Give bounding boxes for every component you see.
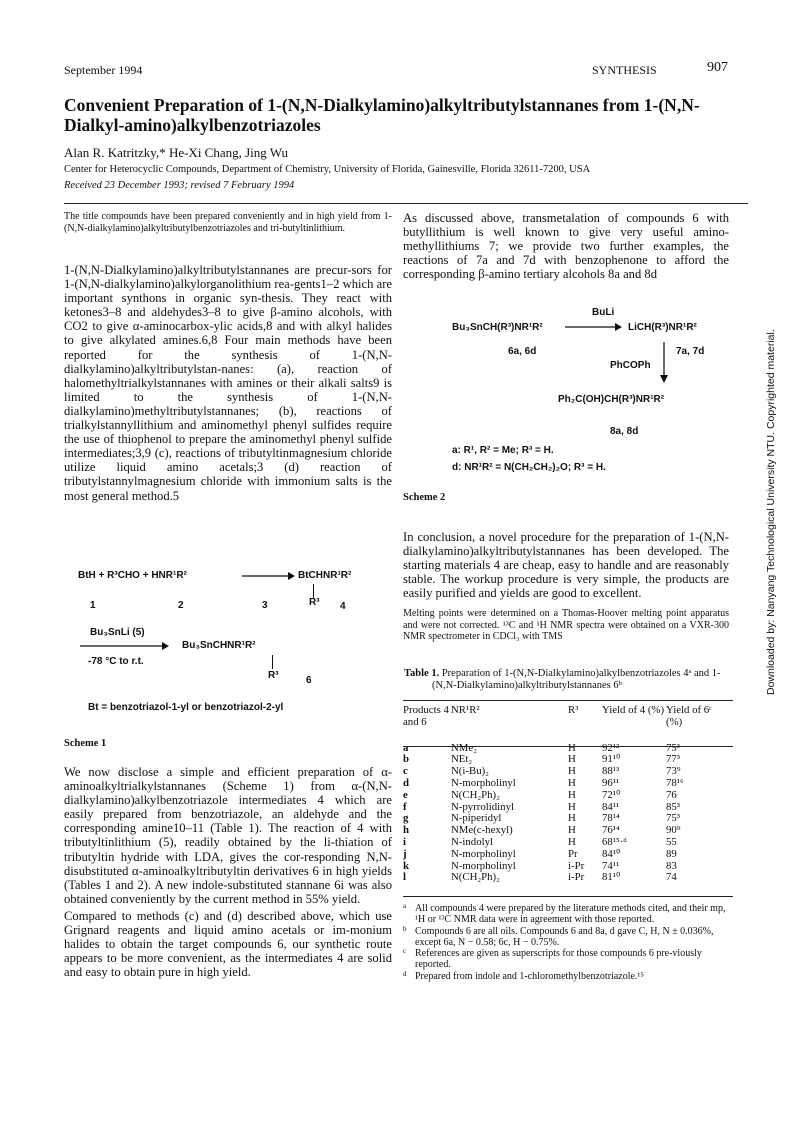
table-cell: 76 [666,788,677,801]
reaction-arrow [563,321,623,333]
scheme2-num-start: 6a, 6d [508,346,537,357]
column-header: Yield of 4 (%) [602,704,665,716]
table-cell: NMe(c-hexyl) [451,824,513,837]
scheme1-reagent: Bu₃SnLi (5) [90,627,145,638]
table-cell: N(CH₂Ph)₂ [451,871,500,884]
bond-line [272,655,273,669]
bond-line [313,584,314,598]
table-cell: l [403,871,406,884]
table-row [403,790,726,802]
table-cell: 88¹³ [602,765,620,778]
table-cell: h [403,824,410,837]
table-cell: 75³ [666,812,681,825]
scheme2-definition-a: a: R¹, R² = Me; R³ = H. [452,445,554,456]
intro-text [64,263,392,503]
conclusion: In conclusion, a novel procedure for the preparation of 1-(N,N-dialkylamino)alkyltributylstannanes has been developed. The starting materials 4 are cheap, easy to handle and are reasonably stable. The workup procedure is very simple, the products are easily purified and yields are good to excellent. [403,530,729,601]
paragraph: Compared to methods (c) and (d) described above, which use Grignard reagents and liquid amino acetals or im-monium halides to obtain the target compounds 6, our synthetic route appears to be more convenient, as the intermediates 4 are solid and easy to obtain pure in high yield. [64,908,392,980]
scheme2-num-product: 8a, 8d [610,426,639,437]
reaction-arrow [240,570,296,582]
table1-grid [403,705,726,884]
table-cell: N-morpholinyl [451,847,516,860]
scheme1-label: Scheme 1 [64,738,107,749]
table1 [403,705,726,884]
table-cell: i-Pr [568,859,585,872]
table-cell: 74 [666,871,677,884]
table-row [403,849,726,861]
scheme1-bt-definition: Bt = benzotriazol-1-yl or benzotriazol-2-yl [88,702,284,713]
scheme2-label: Scheme 2 [403,492,446,503]
table-cell: 91¹⁰ [602,753,621,766]
table-cell: k [403,859,410,872]
download-watermark: Downloaded by: Nanyang Technological University NTU. Copyrighted material. [765,329,777,695]
table-row [403,837,726,849]
table-cell: 78¹⁶ [666,776,684,789]
table1-caption-text: Preparation of 1-(N,N-Dialkylamino)alkylbenzotriazoles 4ᵃ and 1-(N,N-Dialkylamino)alkyltributylstannanes 6ᵇ [432,668,721,691]
table-cell: 96¹¹ [602,776,620,789]
footnote [403,903,733,926]
table-cell: j [403,847,407,860]
authors: Alan R. Katritzky,* He-Xi Chang, Jing Wu [64,145,289,160]
scheme2-num-lithio: 7a, 7d [676,346,705,357]
table-cell: 73⁹ [666,765,681,778]
column-header: R³ [568,704,579,716]
reaction-arrow [78,640,170,652]
affiliation: Center for Heterocyclic Compounds, Department of Chemistry, University of Florida, Gainesville, Florida 32611-7200, USA [64,164,591,175]
table-cell: H [568,812,576,825]
experimental-note: Melting points were determined on a Thomas-Hoover melting point apparatus and were not corrected. ¹³C and ¹H NMR spectra were obtained on a VXR-300 NMR spectrometer in CDCl₃ with TMS [403,608,729,642]
scheme1-product-6: Bu₃SnCHNR¹R² [182,640,256,651]
footnote-mark: c [403,947,407,956]
table-cell: 83 [666,859,677,872]
table-cell: 76¹⁴ [602,824,620,837]
compound-number-3: 3 [262,600,268,611]
footnote-mark: a [403,902,407,910]
table-cell: N-morpholinyl [451,859,516,872]
table-cell: H [568,741,576,754]
table-cell: 90⁹ [666,824,681,837]
table1-bottom-rule [403,896,733,897]
table-cell: i [403,835,406,848]
abstract: The title compounds have been prepared conveniently and in high yield from 1-(N,N-dialkylamino)alkyltributylbenzotriazoles and tri-butyltinlithium. [64,211,392,234]
scheme2-starting-material: Bu₃SnCH(R³)NR¹R² [452,322,543,333]
header-date: September 1994 [64,63,143,77]
scheme1-reactants: BtH + R³CHO + HNR¹R² [78,570,187,581]
table-cell: i-Pr [568,871,585,884]
header-journal: SYNTHESIS [592,63,657,77]
table-cell: N-pyrrolidinyl [451,800,514,813]
table-cell: N(CH₂Ph)₂ [451,788,500,801]
table-cell: N-morpholinyl [451,776,516,789]
header-page-number: 907 [707,60,728,75]
table-cell: 77³ [666,753,681,766]
table-cell: 75³ [666,741,681,754]
table-cell: NEt₂ [451,753,473,766]
table-cell: NMe₂ [451,741,477,754]
table-cell: H [568,788,576,801]
column-header: NR¹R² [451,704,480,716]
paragraph: As discussed above, transmetalation of compounds 6 with butyllithium is well known to give very useful amino-methyllithiums 7; we provide two further examples, the reactions of 7a and 7d with benzophenone to afford the corresponding β-amino tertiary alcohols 8a and 8d [403,211,729,282]
body-text-left [64,765,392,979]
table-cell: H [568,776,576,789]
footnote [403,926,733,949]
article-title: Convenient Preparation of 1-(N,N-Dialkylamino)alkyltributylstannanes from 1-(N,N-Dialkyl-amino)alkylbenzotriazoles [64,95,700,135]
table1-caption [404,668,732,692]
table1-top-rule [403,700,733,701]
table-cell: 85³ [666,800,681,813]
received-dates: Received 23 December 1993; revised 7 February 1994 [64,180,295,191]
table-cell: g [403,812,409,825]
table-cell: 89 [666,847,677,860]
compound-number-4: 4 [340,601,346,612]
scheme2-definition-d: d: NR¹R² = N(CH₂CH₂)₂O; R³ = H. [452,462,606,473]
table-cell: 84¹¹ [602,800,620,813]
footnote [403,948,733,971]
scheme1-conditions: -78 °C to r.t. [88,656,144,667]
table-cell: N-indolyl [451,835,493,848]
footnote-mark: d [403,969,407,978]
scheme2-product: Ph₂C(OH)CH(R³)NR¹R² [558,394,665,405]
footnote [403,971,733,982]
table-cell: c [403,765,408,778]
table-cell: 55 [666,835,677,848]
table-cell: H [568,824,576,837]
table-cell: H [568,835,576,848]
table-cell: 74¹¹ [602,859,620,872]
table-header-row [403,705,726,729]
down-arrow [658,340,670,384]
table-cell: f [403,800,407,813]
paragraph: We now disclose a simple and efficient preparation of α-aminoalkyltrialkylstannanes (Scheme 1) from α-(N,N-dialkylamino)alkylbenzotriazole intermediates 4 which are easily prepared from benzotriazole, an aldehyde and the corresponding amine10–11 (Table 1). The reaction of 4 with tributyltinlithium (5), readily obtained by the li-thiation of tributyltin hydride with LDA, gives the cor-responding N,N-disubstituted α-aminoalkyltributyltin derivatives 6 in high yields (Tables 1 and 2). A new indole-substituted stannane 6i was also obtained conveniently by the current method in 55% yield. [64,765,392,906]
table-cell: 92¹² [602,741,620,754]
scheme1-product-4: BtCHNR¹R² [298,570,352,581]
table-cell: a [403,741,409,754]
footnote-text: Prepared from indole and 1-chloromethylbenzotriazole.¹⁵ [415,970,644,982]
table-cell: e [403,788,408,801]
table-row [403,729,726,755]
table-cell: N-piperidyl [451,812,502,825]
footnote-text: References are given as superscripts for those compounds 6 pre-viously reported. [415,948,702,971]
column-header: Products 4 and 6 [403,704,449,728]
table-cell: 78¹⁴ [602,812,620,825]
table-cell: 81¹⁰ [602,871,621,884]
scheme2-reagent-phcoph: PhCOPh [610,360,651,371]
table-cell: d [403,776,410,789]
compound-number-1: 1 [90,600,96,611]
body-text-right [403,211,729,281]
scheme2-reagent-buli: BuLi [592,307,615,318]
compound-number-2: 2 [178,600,184,611]
scheme1-r3: R³ [309,597,320,608]
table-cell: H [568,800,576,813]
table1-footnotes [403,903,733,982]
scheme1-r3-b: R³ [268,670,279,681]
table-cell: H [568,765,576,778]
intro-paragraph: 1-(N,N-Dialkylamino)alkyltributylstannanes are precur-sors for 1-(N,N-dialkylamino)alkylorganolithium rea-gents1–2 which are important synthons in organic syn-thesis. They react with ketones3–8 and aldehydes3–8 to give β-amino alcohols, with CO2 to give α-aminocarbox-ylic acids,8 and with alkyl halides to give alkylated amines.6,8 Four main methods have been reported for the synthesis of 1-(N,N-dialkylamino)alkyltributylstan-nanes: (a), reaction of halomethyltrialkylstannanes with amines or their alkali salts9 is limited to the synthesis of 1-(N,N-dialkylamino)methyltributylstannanes; (b), reactions of trialkylstannyllithium and aminomethyl phenyl sulfides require the use of thiophenol to prepare the aminomethyl phenyl sulfide intermediates;3,9 (c), reactions of tributyltinmagnesium chloride utilize liquid amino acetals;3 (d) reaction of tributylstannylmagnesium chloride with immonium salts is the most general method.5 [64,263,392,503]
table-cell: 68¹⁵·ᵈ [602,835,627,848]
column-header: Yield of 6ᶜ (%) [666,704,712,728]
table-cell: 72¹⁰ [602,788,621,801]
scheme2-lithio-intermediate: LiCH(R³)NR¹R² [628,322,697,333]
table-cell: b [403,753,410,766]
footnote-text: All compounds 4 were prepared by the literature methods cited, and their mp, ¹H or ¹³C NMR data were in agreement with those reported. [415,903,726,926]
table-cell: N(i-Bu)₂ [451,765,489,778]
compound-number-6: 6 [306,675,312,686]
table-cell: 84¹⁰ [602,847,621,860]
title-rule [64,203,748,204]
footnote-text: Compounds 6 are all oils. Compounds 6 and 8a, d gave C, H, N ± 0.036%, except 6a, N − 0.58; 6c, H − 0.75%. [415,925,714,948]
table-cell: Pr [568,847,578,860]
table-row [403,778,726,790]
footnote-mark: b [403,924,407,933]
table1-caption-label: Table 1. [404,668,440,679]
table-row [403,872,726,884]
table-cell: H [568,753,576,766]
table1-header-rule [403,746,733,747]
